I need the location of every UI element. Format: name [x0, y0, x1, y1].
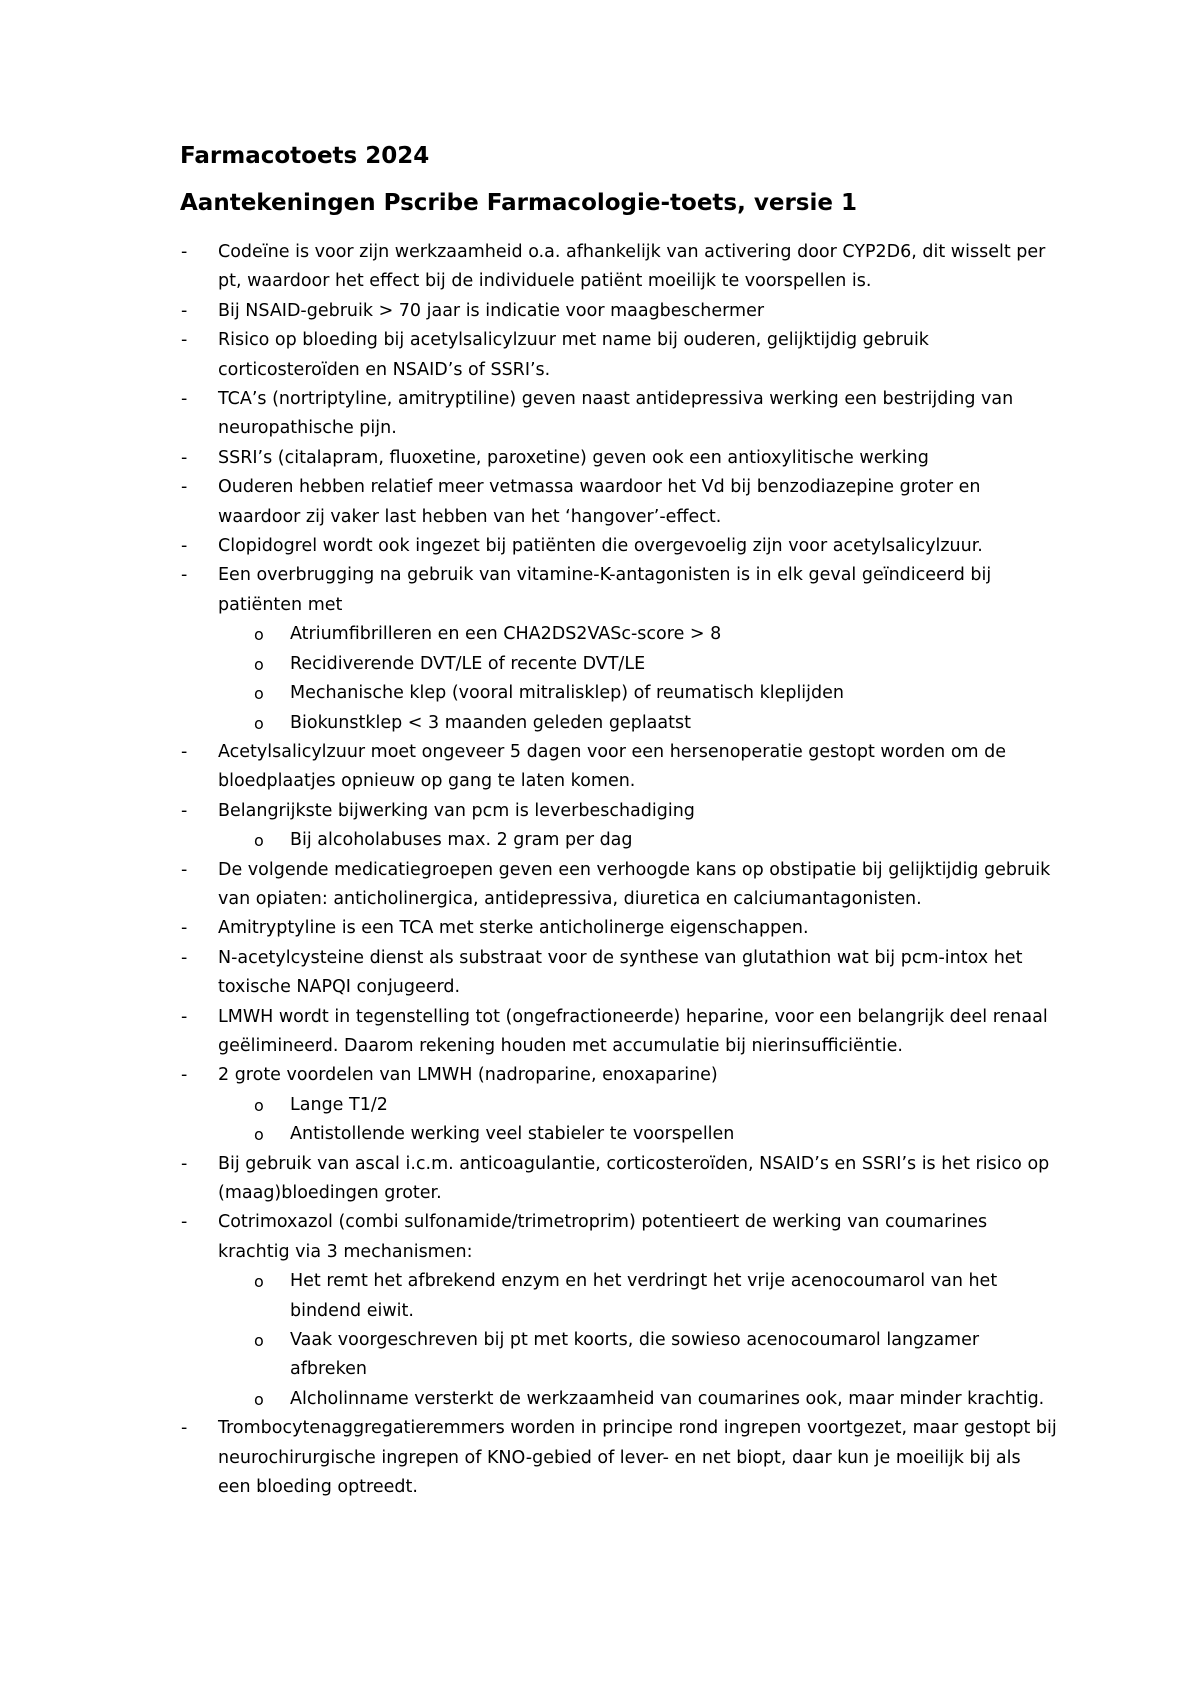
list-item-text: Een overbrugging na gebruik van vitamine-K-antagonisten is in elk geval geïndiceerd bij patiënten met [218, 565, 992, 615]
list-item-text: Amitryptyline is een TCA met sterke anticholinerge eigenschappen. [218, 918, 809, 939]
list-item-text: N-acetylcysteine dienst als substraat voor de synthese van glutathion wat bij pcm-intox het toxische NAPQI conjugeerd. [218, 947, 1023, 998]
bullet-circle-icon: o [254, 1272, 264, 1292]
sub-list-item [0, 1120, 1058, 1149]
bullet-circle-icon: o [254, 684, 264, 704]
notes-list [0, 238, 1200, 1502]
list-item-text: Bij NSAID-gebruik > 70 jaar is indicatie voor maagbeschermer [218, 300, 765, 321]
list-item [0, 1414, 1058, 1502]
list-item-text: 2 grote voordelen van LMWH (nadroparine, enoxaparine) [218, 1065, 718, 1086]
bullet-dash-icon: - [181, 330, 188, 351]
sub-list-item [0, 620, 1058, 649]
sub-list-item-text: Alcholinname versterkt de werkzaamheid van coumarines ook, maar minder krachtig. [290, 1388, 1045, 1409]
list-item [0, 1061, 1058, 1090]
sub-list-item [0, 1385, 1058, 1414]
list-item-text: Risico op bloeding bij acetylsalicylzuur met name bij ouderen, gelijktijdig gebruik corticosteroïden en NSAID’s of SSRI’s. [218, 330, 929, 380]
list-item [0, 238, 1058, 297]
document-title: Farmacotoets 2024 [180, 143, 430, 169]
bullet-dash-icon: - [181, 918, 188, 939]
bullet-dash-icon: - [181, 242, 188, 262]
bullet-dash-icon: - [181, 447, 188, 468]
bullet-dash-icon: - [181, 389, 188, 410]
sub-list-item [0, 1091, 1058, 1120]
bullet-circle-icon: o [254, 1331, 264, 1351]
list-item [0, 797, 1058, 826]
bullet-dash-icon: - [181, 1418, 188, 1439]
list-item [0, 473, 1058, 532]
sub-list-item [0, 826, 1058, 855]
bullet-dash-icon: - [181, 859, 188, 880]
bullet-dash-icon: - [181, 536, 188, 557]
bullet-dash-icon: - [181, 477, 188, 498]
list-item-text: LMWH wordt in tegenstelling tot (ongefractioneerde) heparine, voor een belangrijk deel renaal geëlimineerd. Daarom rekening houden met accumulatie bij nierinsufficiëntie. [218, 1006, 1048, 1056]
list-item [0, 944, 1058, 1003]
bullet-dash-icon: - [181, 1153, 188, 1174]
list-item [0, 561, 1058, 620]
sub-list-item-text: Recidiverende DVT/LE of recente DVT/LE [290, 653, 646, 674]
bullet-dash-icon: - [181, 800, 188, 821]
list-item [0, 1150, 1058, 1209]
sub-list-item-text: Bij alcoholabuses max. 2 gram per dag [290, 830, 633, 851]
list-item-text: Codeïne is voor zijn werkzaamheid o.a. afhankelijk van activering door CYP2D6, dit wisselt per pt, waardoor het effect bij de individuele patiënt moeilijk te voorspellen is. [218, 242, 1046, 292]
list-item-text: Cotrimoxazol (combi sulfonamide/trimetroprim) potentieert de werking van coumarines krachtig via 3 mechanismen: [218, 1212, 988, 1262]
list-item [0, 326, 1058, 385]
bullet-dash-icon: - [181, 1065, 188, 1086]
sub-list-item-text: Antistollende werking veel stabieler te voorspellen [290, 1124, 735, 1145]
sub-list-item [0, 1267, 1058, 1326]
list-item [0, 1208, 1058, 1267]
list-item-text: Clopidogrel wordt ook ingezet bij patiënten die overgevoelig zijn voor acetylsalicylzuur. [218, 536, 983, 557]
list-item [0, 914, 1058, 943]
bullet-dash-icon: - [181, 300, 188, 321]
list-item-text: Bij gebruik van ascal i.c.m. anticoagulantie, corticosteroïden, NSAID’s en SSRI’s is het risico op (maag)bloedingen groter. [218, 1153, 1050, 1203]
bullet-circle-icon: o [254, 654, 264, 674]
bullet-dash-icon: - [181, 1006, 188, 1027]
list-item [0, 532, 1058, 561]
list-item-text: TCA’s (nortriptyline, amitryptiline) geven naast antidepressiva werking een bestrijding van neuropathische pijn. [218, 389, 1014, 439]
list-item [0, 738, 1058, 797]
sub-list-item-text: Het remt het afbrekend enzym en het verdringt het vrije acenocoumarol van het bindend eiwit. [290, 1271, 998, 1321]
list-item-text: Belangrijkste bijwerking van pcm is leverbeschadiging [218, 800, 695, 821]
bullet-dash-icon: - [181, 947, 188, 968]
bullet-circle-icon: o [254, 1389, 264, 1409]
bullet-dash-icon: - [181, 565, 188, 586]
sub-list-item-text: Mechanische klep (vooral mitralisklep) of reumatisch kleplijden [290, 683, 844, 704]
bullet-dash-icon: - [181, 1212, 188, 1233]
list-item-text: Ouderen hebben relatief meer vetmassa waardoor het Vd bij benzodiazepine groter en waardoor zij vaker last hebben van het ‘hangover’-effect. [218, 477, 981, 527]
sub-list-item [0, 709, 1058, 738]
sub-list-item [0, 650, 1058, 679]
list-item [0, 385, 1058, 444]
sub-list-item-text: Biokunstklep < 3 maanden geleden geplaatst [290, 712, 691, 733]
sub-list-item [0, 679, 1058, 708]
list-item [0, 856, 1058, 915]
sub-list-item [0, 1326, 1058, 1385]
list-item-text: Acetylsalicylzuur moet ongeveer 5 dagen voor een hersenoperatie gestopt worden om de bloedplaatjes opnieuw op gang te laten komen. [218, 741, 1007, 792]
list-item [0, 297, 1058, 326]
bullet-circle-icon: o [254, 625, 264, 645]
document-subtitle: Aantekeningen Pscribe Farmacologie-toets, versie 1 [180, 190, 857, 216]
list-item-text: De volgende medicatiegroepen geven een verhoogde kans op obstipatie bij gelijktijdig gebruik van opiaten: anticholinergica, antidepressiva, diuretica en calciumantagonisten. [218, 859, 1051, 909]
sub-list-item-text: Lange T1/2 [290, 1094, 388, 1115]
sub-list-item-text: Atriumfibrilleren en een CHA2DS2VASc-score > 8 [290, 624, 722, 645]
bullet-circle-icon: o [254, 713, 264, 733]
bullet-dash-icon: - [181, 741, 188, 762]
list-item-text: SSRI’s (citalapram, fluoxetine, paroxetine) geven ook een antioxylitische werking [218, 447, 929, 468]
bullet-circle-icon: o [254, 1095, 264, 1115]
sub-list-item-text: Vaak voorgeschreven bij pt met koorts, die sowieso acenocoumarol langzamer afbreken [290, 1330, 980, 1380]
bullet-circle-icon: o [254, 831, 264, 851]
list-item [0, 444, 1058, 473]
bullet-circle-icon: o [254, 1125, 264, 1145]
list-item-text: Trombocytenaggregatieremmers worden in principe rond ingrepen voortgezet, maar gestopt bij neurochirurgische ingrepen of KNO-gebied of lever- en net biopt, daar kun je moeilijk bij als een bloeding optreedt. [218, 1418, 1057, 1498]
list-item [0, 1003, 1058, 1062]
